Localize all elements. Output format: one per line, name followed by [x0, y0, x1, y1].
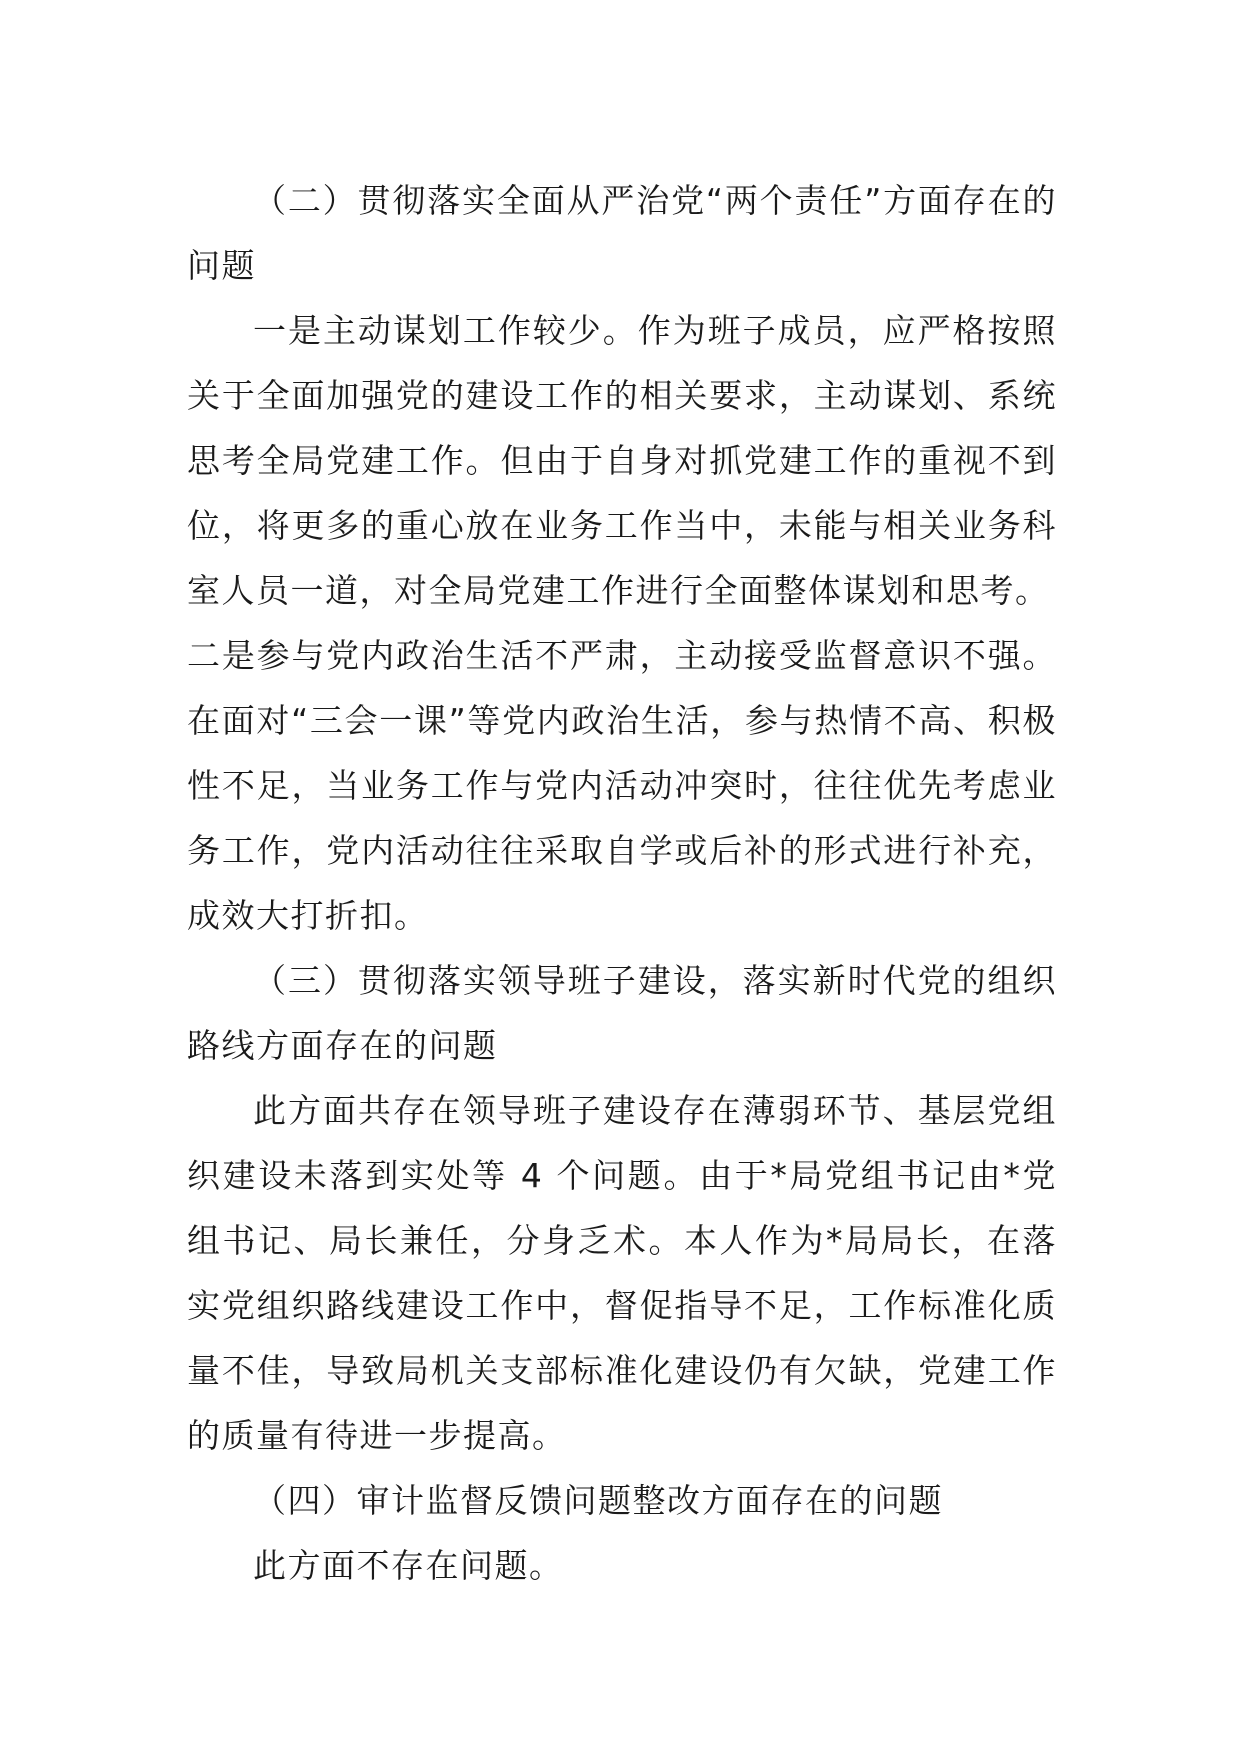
paragraph-3: 此方面共存在领导班子建设存在薄弱环节、基层党组织建设未落到实处等 4 个问题。由于*局党组书记由*党组书记、局长兼任，分身乏术。本人作为*局局长，在落实党组织路线建设工作中，督促指导不足，工作标准化质量不佳，导致局机关支部标准化建设仍有欠缺，党建工作的质量有待进一步提高。 [187, 1091, 1057, 1455]
paragraph-4: 此方面不存在问题。 [253, 1546, 564, 1585]
section-heading-4: （四）审计监督反馈问题整改方面存在的问题 [253, 1481, 943, 1520]
section-heading-2: （二）贯彻落实全面从严治党“两个责任”方面存在的问题 [187, 181, 1057, 285]
paragraph-2: 二是参与党内政治生活不严肃，主动接受监督意识不强。在面对“三会一课”等党内政治生活，参与热情不高、积极性不足，当业务工作与党内活动冲突时，往往优先考虑业务工作，党内活动往往采取自学或后补的形式进行补充，成效大打折扣。 [187, 636, 1057, 935]
section-heading-3: （三）贯彻落实领导班子建设，落实新时代党的组织路线方面存在的问题 [187, 961, 1057, 1065]
document-body [187, 168, 1057, 1598]
paragraph-1: 一是主动谋划工作较少。作为班子成员，应严格按照关于全面加强党的建设工作的相关要求，主动谋划、系统思考全局党建工作。但由于自身对抓党建工作的重视不到位，将更多的重心放在业务工作当中，未能与相关业务科室人员一道，对全局党建工作进行全面整体谋划和思考。 [187, 311, 1057, 610]
